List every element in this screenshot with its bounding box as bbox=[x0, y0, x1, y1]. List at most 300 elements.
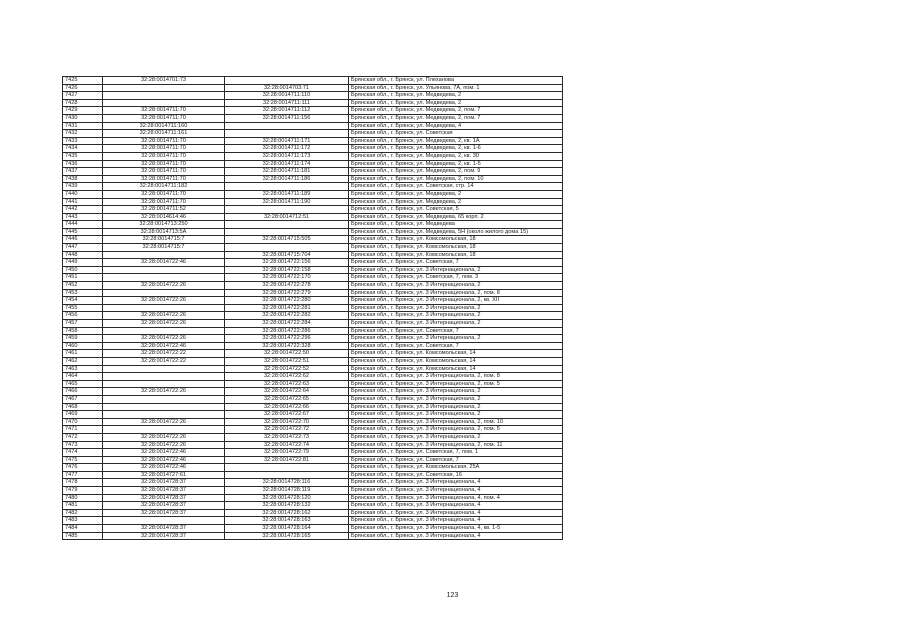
table-row bbox=[63, 228, 563, 236]
parent-cadastral-cell: 32:28:0014711:70 bbox=[103, 168, 225, 176]
row-number-cell: 7429 bbox=[63, 107, 103, 115]
cadastral-number-cell: 32:28:0014722:278 bbox=[225, 282, 349, 290]
cadastral-number-cell: 32:28:0014711:189 bbox=[225, 190, 349, 198]
cadastral-number-cell: 32:28:0014722:79 bbox=[225, 449, 349, 457]
row-number-cell: 7457 bbox=[63, 320, 103, 328]
row-number-cell: 7474 bbox=[63, 449, 103, 457]
row-number-cell: 7468 bbox=[63, 403, 103, 411]
table-row bbox=[63, 145, 563, 153]
address-cell: Брянская обл., г. Брянск, ул. 3 Интернационала, 2 bbox=[349, 433, 563, 441]
row-number-cell: 7480 bbox=[63, 494, 103, 502]
table-row bbox=[63, 297, 563, 305]
address-cell: Брянская обл., г. Брянск, ул. 3 Интернационала, 2, пом. 5 bbox=[349, 380, 563, 388]
address-cell: Брянская обл., г. Брянск, ул. 3 Интернационала, 4, пом. 4 bbox=[349, 494, 563, 502]
table-row bbox=[63, 532, 563, 540]
cadastral-number-cell: 32:28:0014722:279 bbox=[225, 289, 349, 297]
table-row bbox=[63, 441, 563, 449]
cadastral-number-cell: 32:28:0014712:51 bbox=[225, 213, 349, 221]
row-number-cell: 7459 bbox=[63, 335, 103, 343]
parent-cadastral-cell: 32:28:0014711:70 bbox=[103, 114, 225, 122]
table-row bbox=[63, 365, 563, 373]
address-cell: Брянская обл., г. Брянск, ул. Медведева, 2, кв. 1-5 bbox=[349, 160, 563, 168]
row-number-cell: 7481 bbox=[63, 502, 103, 510]
parent-cadastral-cell: 32:28:0014711:160 bbox=[103, 122, 225, 130]
table-row bbox=[63, 494, 563, 502]
table-row bbox=[63, 190, 563, 198]
cadastral-number-cell bbox=[225, 471, 349, 479]
address-cell: Брянская обл., г. Брянск, ул. Медведева, 2 bbox=[349, 92, 563, 100]
address-cell: Брянская обл., г. Брянск, ул. Комсомольская, 18 bbox=[349, 244, 563, 252]
parent-cadastral-cell: 32:28:0014728:37 bbox=[103, 479, 225, 487]
row-number-cell: 7472 bbox=[63, 433, 103, 441]
parent-cadastral-cell bbox=[103, 92, 225, 100]
cadastral-number-cell: 32:28:0014722:70 bbox=[225, 418, 349, 426]
address-cell: Брянская обл., г. Брянск, ул. Медведева, 2 bbox=[349, 198, 563, 206]
table-row bbox=[63, 251, 563, 259]
row-number-cell: 7477 bbox=[63, 471, 103, 479]
parent-cadastral-cell: 32:28:0014701:73 bbox=[103, 77, 225, 85]
parent-cadastral-cell bbox=[103, 395, 225, 403]
row-number-cell: 7450 bbox=[63, 266, 103, 274]
cadastral-number-cell bbox=[225, 221, 349, 229]
table-row bbox=[63, 350, 563, 358]
parent-cadastral-cell: 32:28:0014722:26 bbox=[103, 335, 225, 343]
cadastral-number-cell: 32:28:0014722:51 bbox=[225, 357, 349, 365]
address-cell: Брянская обл., г. Брянск, ул. Медведева, 5Н (около жилого дома 15) bbox=[349, 228, 563, 236]
table-row bbox=[63, 107, 563, 115]
row-number-cell: 7461 bbox=[63, 350, 103, 358]
parent-cadastral-cell: 32:28:0014722:26 bbox=[103, 320, 225, 328]
address-cell: Брянская обл., г. Брянск, ул. 3 Интернационала, 2 bbox=[349, 395, 563, 403]
parent-cadastral-cell: 32:28:0014715:7 bbox=[103, 244, 225, 252]
parent-cadastral-cell: 32:28:0014722:46 bbox=[103, 464, 225, 472]
cadastral-number-cell: 32:28:0014722:81 bbox=[225, 456, 349, 464]
cadastral-number-cell: 32:28:0014722:67 bbox=[225, 411, 349, 419]
row-number-cell: 7453 bbox=[63, 289, 103, 297]
table-row bbox=[63, 266, 563, 274]
row-number-cell: 7452 bbox=[63, 282, 103, 290]
cadastral-number-cell: 32:28:0014722:72 bbox=[225, 426, 349, 434]
registry-table-body bbox=[63, 77, 563, 540]
cadastral-number-cell: 32:28:0014728:163 bbox=[225, 517, 349, 525]
address-cell: Брянская обл., г. Брянск, ул. Советская, стр. 14 bbox=[349, 183, 563, 191]
cadastral-number-cell: 32:28:0014728:116 bbox=[225, 479, 349, 487]
row-number-cell: 7446 bbox=[63, 236, 103, 244]
row-number-cell: 7478 bbox=[63, 479, 103, 487]
table-row bbox=[63, 168, 563, 176]
cadastral-number-cell: 32:28:0014715:704 bbox=[225, 251, 349, 259]
cadastral-number-cell bbox=[225, 130, 349, 138]
parent-cadastral-cell: 32:28:0014722:26 bbox=[103, 418, 225, 426]
cadastral-number-cell bbox=[225, 206, 349, 214]
table-row bbox=[63, 411, 563, 419]
cadastral-number-cell: 32:28:0014711:171 bbox=[225, 137, 349, 145]
parent-cadastral-cell: 32:28:0014728:37 bbox=[103, 532, 225, 540]
row-number-cell: 7475 bbox=[63, 456, 103, 464]
address-cell: Брянская обл., г. Брянск, ул. 3 Интернационала, 2, пом. 11 bbox=[349, 441, 563, 449]
parent-cadastral-cell: 32:28:0014722:46 bbox=[103, 449, 225, 457]
table-row bbox=[63, 236, 563, 244]
cadastral-number-cell: 32:28:0014728:164 bbox=[225, 525, 349, 533]
row-number-cell: 7431 bbox=[63, 122, 103, 130]
row-number-cell: 7444 bbox=[63, 221, 103, 229]
parent-cadastral-cell: 32:28:0014722:26 bbox=[103, 282, 225, 290]
table-row bbox=[63, 114, 563, 122]
parent-cadastral-cell bbox=[103, 403, 225, 411]
row-number-cell: 7473 bbox=[63, 441, 103, 449]
table-row bbox=[63, 471, 563, 479]
cadastral-number-cell bbox=[225, 77, 349, 85]
address-cell: Брянская обл., г. Брянск, ул. 3 Интернационала, 2 bbox=[349, 266, 563, 274]
parent-cadastral-cell: 32:28:0014728:37 bbox=[103, 494, 225, 502]
address-cell: Брянская обл., г. Брянск, ул. Медведева, 2, пом. 7 bbox=[349, 114, 563, 122]
cadastral-number-cell: 32:28:0014722:281 bbox=[225, 304, 349, 312]
cadastral-number-cell: 32:28:0014722:62 bbox=[225, 373, 349, 381]
row-number-cell: 7484 bbox=[63, 525, 103, 533]
address-cell: Брянская обл., г. Брянск, ул. Советская, 7, пом. 3 bbox=[349, 274, 563, 282]
table-row bbox=[63, 517, 563, 525]
cadastral-number-cell: 32:28:0014711:111 bbox=[225, 99, 349, 107]
row-number-cell: 7437 bbox=[63, 168, 103, 176]
parent-cadastral-cell: 32:28:0014722:46 bbox=[103, 456, 225, 464]
row-number-cell: 7449 bbox=[63, 259, 103, 267]
address-cell: Брянская обл., г. Брянск, ул. Комсомольская, 25А bbox=[349, 464, 563, 472]
cadastral-number-cell bbox=[225, 228, 349, 236]
row-number-cell: 7458 bbox=[63, 327, 103, 335]
address-cell: Брянская обл., г. Брянск, ул. 3 Интернационала, 4 bbox=[349, 509, 563, 517]
address-cell: Брянская обл., г. Брянск, ул. 3 Интернационала, 4 bbox=[349, 479, 563, 487]
cadastral-number-cell: 32:28:0014711:190 bbox=[225, 198, 349, 206]
table-row bbox=[63, 327, 563, 335]
table-row bbox=[63, 206, 563, 214]
address-cell: Брянская обл., г. Брянск, ул. Медведева, 2, пом. 9 bbox=[349, 168, 563, 176]
cadastral-number-cell: 32:28:0014728:119 bbox=[225, 487, 349, 495]
parent-cadastral-cell bbox=[103, 365, 225, 373]
row-number-cell: 7430 bbox=[63, 114, 103, 122]
table-row bbox=[63, 464, 563, 472]
row-number-cell: 7464 bbox=[63, 373, 103, 381]
cadastral-number-cell: 32:28:0014722:63 bbox=[225, 380, 349, 388]
cadastral-number-cell: 32:28:0014722:286 bbox=[225, 327, 349, 335]
row-number-cell: 7440 bbox=[63, 190, 103, 198]
address-cell: Брянская обл., г. Брянск, ул. Комсомольская, 18 bbox=[349, 236, 563, 244]
cadastral-number-cell: 32:28:0014711:110 bbox=[225, 92, 349, 100]
parent-cadastral-cell: 32:28:0014722:26 bbox=[103, 297, 225, 305]
table-row bbox=[63, 77, 563, 85]
cadastral-number-cell: 32:28:0014722:66 bbox=[225, 403, 349, 411]
cadastral-number-cell: 32:28:0014728:132 bbox=[225, 502, 349, 510]
cadastral-number-cell: 32:28:0014722:73 bbox=[225, 433, 349, 441]
address-cell: Брянская обл., г. Брянск, ул. 3 Интернационала, 4 bbox=[349, 517, 563, 525]
address-cell: Брянская обл., г. Брянск, ул. 3 Интернационала, 2 bbox=[349, 411, 563, 419]
parent-cadastral-cell: 32:28:0014722:22 bbox=[103, 357, 225, 365]
row-number-cell: 7438 bbox=[63, 175, 103, 183]
row-number-cell: 7485 bbox=[63, 532, 103, 540]
table-row bbox=[63, 198, 563, 206]
cadastral-number-cell: 32:28:0014722:158 bbox=[225, 266, 349, 274]
cadastral-number-cell: 32:28:0014711:156 bbox=[225, 114, 349, 122]
address-cell: Брянская обл., г. Брянск, ул. Советская, 16 bbox=[349, 471, 563, 479]
row-number-cell: 7443 bbox=[63, 213, 103, 221]
table-row bbox=[63, 479, 563, 487]
address-cell: Брянская обл., г. Брянск, ул. Медведева, 2 bbox=[349, 190, 563, 198]
table-row bbox=[63, 183, 563, 191]
row-number-cell: 7448 bbox=[63, 251, 103, 259]
row-number-cell: 7482 bbox=[63, 509, 103, 517]
address-cell: Брянская обл., г. Брянск, ул. Медведева, 2, кв. 30 bbox=[349, 152, 563, 160]
table-row bbox=[63, 403, 563, 411]
row-number-cell: 7465 bbox=[63, 380, 103, 388]
address-cell: Брянская обл., г. Брянск, ул. 3 Интернационала, 2 bbox=[349, 335, 563, 343]
table-row bbox=[63, 357, 563, 365]
row-number-cell: 7441 bbox=[63, 198, 103, 206]
cadastral-number-cell: 32:28:0014722:156 bbox=[225, 259, 349, 267]
cadastral-number-cell: 32:28:0014711:173 bbox=[225, 152, 349, 160]
row-number-cell: 7456 bbox=[63, 312, 103, 320]
row-number-cell: 7483 bbox=[63, 517, 103, 525]
address-cell: Брянская обл., г. Брянск, ул. Советская, 7 bbox=[349, 259, 563, 267]
row-number-cell: 7447 bbox=[63, 244, 103, 252]
row-number-cell: 7467 bbox=[63, 395, 103, 403]
table-row bbox=[63, 335, 563, 343]
cadastral-number-cell: 32:28:0014728:162 bbox=[225, 509, 349, 517]
parent-cadastral-cell bbox=[103, 266, 225, 274]
table-row bbox=[63, 487, 563, 495]
table-row bbox=[63, 274, 563, 282]
table-row bbox=[63, 525, 563, 533]
cadastral-number-cell: 32:28:0014711:172 bbox=[225, 145, 349, 153]
address-cell: Брянская обл., г. Брянск, ул. Медведева, 2, пом. 7 bbox=[349, 107, 563, 115]
cadastral-number-cell bbox=[225, 122, 349, 130]
table-row bbox=[63, 502, 563, 510]
address-cell: Брянская обл., г. Брянск, ул. 3 Интернационала, 2, кв. XII bbox=[349, 297, 563, 305]
cadastral-number-cell: 32:28:0014722:280 bbox=[225, 297, 349, 305]
row-number-cell: 7436 bbox=[63, 160, 103, 168]
cadastral-number-cell: 32:28:0014722:282 bbox=[225, 312, 349, 320]
table-row bbox=[63, 130, 563, 138]
cadastral-number-cell: 32:28:0014722:328 bbox=[225, 342, 349, 350]
parent-cadastral-cell bbox=[103, 380, 225, 388]
page-number: 123 bbox=[446, 592, 459, 599]
address-cell: Брянская обл., г. Брянск, ул. Медведева, 4 bbox=[349, 122, 563, 130]
parent-cadastral-cell: 32:28:0014711:52 bbox=[103, 206, 225, 214]
address-cell: Брянская обл., г. Брянск, ул. Медведева, 65 корп. 2 bbox=[349, 213, 563, 221]
table-row bbox=[63, 160, 563, 168]
address-cell: Брянская обл., г. Брянск, ул. 3 Интернационала, 2, пом. 5 bbox=[349, 426, 563, 434]
parent-cadastral-cell: 32:28:0014711:70 bbox=[103, 190, 225, 198]
table-row bbox=[63, 122, 563, 130]
table-row bbox=[63, 373, 563, 381]
parent-cadastral-cell: 32:28:0014727:61 bbox=[103, 471, 225, 479]
row-number-cell: 7463 bbox=[63, 365, 103, 373]
parent-cadastral-cell bbox=[103, 84, 225, 92]
address-cell: Брянская обл., г. Брянск, ул. Советская, 7, пом. 1 bbox=[349, 449, 563, 457]
row-number-cell: 7471 bbox=[63, 426, 103, 434]
parent-cadastral-cell bbox=[103, 373, 225, 381]
address-cell: Брянская обл., г. Брянск, ул. Медведева, 2, кв. 1-6 bbox=[349, 145, 563, 153]
table-row bbox=[63, 456, 563, 464]
cadastral-number-cell: 32:28:0014722:50 bbox=[225, 350, 349, 358]
parent-cadastral-cell bbox=[103, 251, 225, 259]
row-number-cell: 7439 bbox=[63, 183, 103, 191]
parent-cadastral-cell: 32:28:0014614:46 bbox=[103, 213, 225, 221]
row-number-cell: 7466 bbox=[63, 388, 103, 396]
cadastral-number-cell: 32:28:0014722:65 bbox=[225, 395, 349, 403]
address-cell: Брянская обл., г. Брянск, ул. Комсомольская, 14 bbox=[349, 365, 563, 373]
row-number-cell: 7426 bbox=[63, 84, 103, 92]
cadastral-number-cell: 32:28:0014711:112 bbox=[225, 107, 349, 115]
parent-cadastral-cell: 32:28:0014713:5А bbox=[103, 228, 225, 236]
cadastral-number-cell: 32:28:0014703:71 bbox=[225, 84, 349, 92]
table-row bbox=[63, 449, 563, 457]
address-cell: Брянская обл., г. Брянск, ул. 3 Интернационала, 4 bbox=[349, 487, 563, 495]
address-cell: Брянская обл., г. Брянск, ул. 3 Интернационала, 2 bbox=[349, 320, 563, 328]
address-cell: Брянская обл., г. Брянск, ул. 3 Интернационала, 2 bbox=[349, 282, 563, 290]
address-cell: Брянская обл., г. Брянск, ул. Медведева, 2, кв. 1А bbox=[349, 137, 563, 145]
table-row bbox=[63, 152, 563, 160]
row-number-cell: 7460 bbox=[63, 342, 103, 350]
row-number-cell: 7445 bbox=[63, 228, 103, 236]
table-row bbox=[63, 213, 563, 221]
address-cell: Брянская обл., г. Брянск, ул. Плеханова bbox=[349, 77, 563, 85]
address-cell: Брянская обл., г. Брянск, ул. Ульянова, 7А, пом. 1 bbox=[349, 84, 563, 92]
row-number-cell: 7432 bbox=[63, 130, 103, 138]
address-cell: Брянская обл., г. Брянск, ул. Медведева, 2, пом. 10 bbox=[349, 175, 563, 183]
address-cell: Брянская обл., г. Брянск, ул. 3 Интернационала, 2 bbox=[349, 388, 563, 396]
row-number-cell: 7451 bbox=[63, 274, 103, 282]
table-row bbox=[63, 380, 563, 388]
parent-cadastral-cell: 32:28:0014728:37 bbox=[103, 502, 225, 510]
row-number-cell: 7469 bbox=[63, 411, 103, 419]
parent-cadastral-cell: 32:28:0014722:26 bbox=[103, 388, 225, 396]
address-cell: Брянская обл., г. Брянск, ул. Комсомольская, 14 bbox=[349, 357, 563, 365]
parent-cadastral-cell bbox=[103, 517, 225, 525]
parent-cadastral-cell: 32:28:0014711:161 bbox=[103, 130, 225, 138]
parent-cadastral-cell bbox=[103, 99, 225, 107]
table-row bbox=[63, 304, 563, 312]
address-cell: Брянская обл., г. Брянск, ул. 3 Интернационала, 4 bbox=[349, 502, 563, 510]
row-number-cell: 7428 bbox=[63, 99, 103, 107]
row-number-cell: 7476 bbox=[63, 464, 103, 472]
row-number-cell: 7470 bbox=[63, 418, 103, 426]
cadastral-number-cell: 32:28:0014715:505 bbox=[225, 236, 349, 244]
cadastral-number-cell bbox=[225, 464, 349, 472]
parent-cadastral-cell bbox=[103, 411, 225, 419]
table-row bbox=[63, 395, 563, 403]
address-cell: Брянская обл., г. Брянск, ул. 3 Интернационала, 2 bbox=[349, 403, 563, 411]
cadastral-number-cell: 32:28:0014711:174 bbox=[225, 160, 349, 168]
parent-cadastral-cell: 32:28:0014711:70 bbox=[103, 145, 225, 153]
cadastral-number-cell: 32:28:0014722:284 bbox=[225, 320, 349, 328]
parent-cadastral-cell bbox=[103, 304, 225, 312]
address-cell: Брянская обл., г. Брянск, ул. 3 Интернационала, 2 bbox=[349, 312, 563, 320]
parent-cadastral-cell: 32:28:0014728:37 bbox=[103, 509, 225, 517]
row-number-cell: 7479 bbox=[63, 487, 103, 495]
table-row bbox=[63, 418, 563, 426]
table-row bbox=[63, 137, 563, 145]
cadastral-number-cell: 32:28:0014728:120 bbox=[225, 494, 349, 502]
address-cell: Брянская обл., г. Брянск, ул. 3 Интернационала, 2, пом. 8 bbox=[349, 289, 563, 297]
cadastral-number-cell: 32:28:0014722:170 bbox=[225, 274, 349, 282]
cadastral-number-cell: 32:28:0014711:181 bbox=[225, 168, 349, 176]
cadastral-number-cell: 32:28:0014722:64 bbox=[225, 388, 349, 396]
address-cell: Брянская обл., г. Брянск, ул. 3 Интернационала, 2 bbox=[349, 304, 563, 312]
table-row bbox=[63, 388, 563, 396]
parent-cadastral-cell: 32:28:0014711:70 bbox=[103, 198, 225, 206]
table-row bbox=[63, 244, 563, 252]
parent-cadastral-cell: 32:28:0014728:37 bbox=[103, 525, 225, 533]
parent-cadastral-cell: 32:28:0014722:46 bbox=[103, 259, 225, 267]
parent-cadastral-cell: 32:28:0014711:70 bbox=[103, 175, 225, 183]
parent-cadastral-cell bbox=[103, 274, 225, 282]
parent-cadastral-cell: 32:28:0014711:70 bbox=[103, 107, 225, 115]
parent-cadastral-cell: 32:28:0014715:7 bbox=[103, 236, 225, 244]
parent-cadastral-cell: 32:28:0014722:46 bbox=[103, 342, 225, 350]
address-cell: Брянская обл., г. Брянск, ул. Советская, 7 bbox=[349, 342, 563, 350]
table-row bbox=[63, 84, 563, 92]
table-row bbox=[63, 433, 563, 441]
parent-cadastral-cell: 32:28:0014722:26 bbox=[103, 312, 225, 320]
row-number-cell: 7462 bbox=[63, 357, 103, 365]
address-cell: Брянская обл., г. Брянск, ул. 3 Интернационала, 4 bbox=[349, 532, 563, 540]
table-row bbox=[63, 221, 563, 229]
parent-cadastral-cell: 32:28:0014713:250 bbox=[103, 221, 225, 229]
table-row bbox=[63, 289, 563, 297]
row-number-cell: 7433 bbox=[63, 137, 103, 145]
parent-cadastral-cell: 32:28:0014722:26 bbox=[103, 433, 225, 441]
row-number-cell: 7442 bbox=[63, 206, 103, 214]
parent-cadastral-cell bbox=[103, 289, 225, 297]
address-cell: Брянская обл., г. Брянск, ул. 3 Интернационала, 4, кв. 1-5 bbox=[349, 525, 563, 533]
parent-cadastral-cell: 32:28:0014722:22 bbox=[103, 350, 225, 358]
table-row bbox=[63, 259, 563, 267]
parent-cadastral-cell: 32:28:0014711:70 bbox=[103, 152, 225, 160]
parent-cadastral-cell: 32:28:0014711:70 bbox=[103, 137, 225, 145]
row-number-cell: 7435 bbox=[63, 152, 103, 160]
cadastral-number-cell: 32:28:0014722:296 bbox=[225, 335, 349, 343]
address-cell: Брянская обл., г. Брянск, ул. Советская, 5 bbox=[349, 206, 563, 214]
parent-cadastral-cell: 32:28:0014711:70 bbox=[103, 160, 225, 168]
cadastral-number-cell bbox=[225, 183, 349, 191]
table-row bbox=[63, 99, 563, 107]
parent-cadastral-cell bbox=[103, 327, 225, 335]
table-row bbox=[63, 509, 563, 517]
cadastral-number-cell bbox=[225, 244, 349, 252]
address-cell: Брянская обл., г. Брянск, ул. 3 Интернационала, 2, пом. 8 bbox=[349, 373, 563, 381]
parent-cadastral-cell: 32:28:0014728:37 bbox=[103, 487, 225, 495]
address-cell: Брянская обл., г. Брянск, ул. Комсомольская, 14 bbox=[349, 350, 563, 358]
row-number-cell: 7427 bbox=[63, 92, 103, 100]
table-row bbox=[63, 92, 563, 100]
table-row bbox=[63, 175, 563, 183]
address-cell: Брянская обл., г. Брянск, ул. Медведева, 2 bbox=[349, 99, 563, 107]
table-row bbox=[63, 342, 563, 350]
cadastral-number-cell: 32:28:0014722:52 bbox=[225, 365, 349, 373]
row-number-cell: 7425 bbox=[63, 77, 103, 85]
address-cell: Брянская обл., г. Брянск, ул. Медведева bbox=[349, 221, 563, 229]
address-cell: Брянская обл., г. Брянск, ул. Комсомольская, 18 bbox=[349, 251, 563, 259]
table-row bbox=[63, 426, 563, 434]
address-cell: Брянская обл., г. Брянск, ул. Советская, 7 bbox=[349, 327, 563, 335]
table-row bbox=[63, 320, 563, 328]
table-row bbox=[63, 312, 563, 320]
table-row bbox=[63, 282, 563, 290]
address-cell: Брянская обл., г. Брянск, ул. Советская bbox=[349, 130, 563, 138]
parent-cadastral-cell bbox=[103, 426, 225, 434]
cadastral-number-cell: 32:28:0014722:74 bbox=[225, 441, 349, 449]
parent-cadastral-cell: 32:28:0014722:26 bbox=[103, 441, 225, 449]
cadastral-number-cell: 32:28:0014728:165 bbox=[225, 532, 349, 540]
